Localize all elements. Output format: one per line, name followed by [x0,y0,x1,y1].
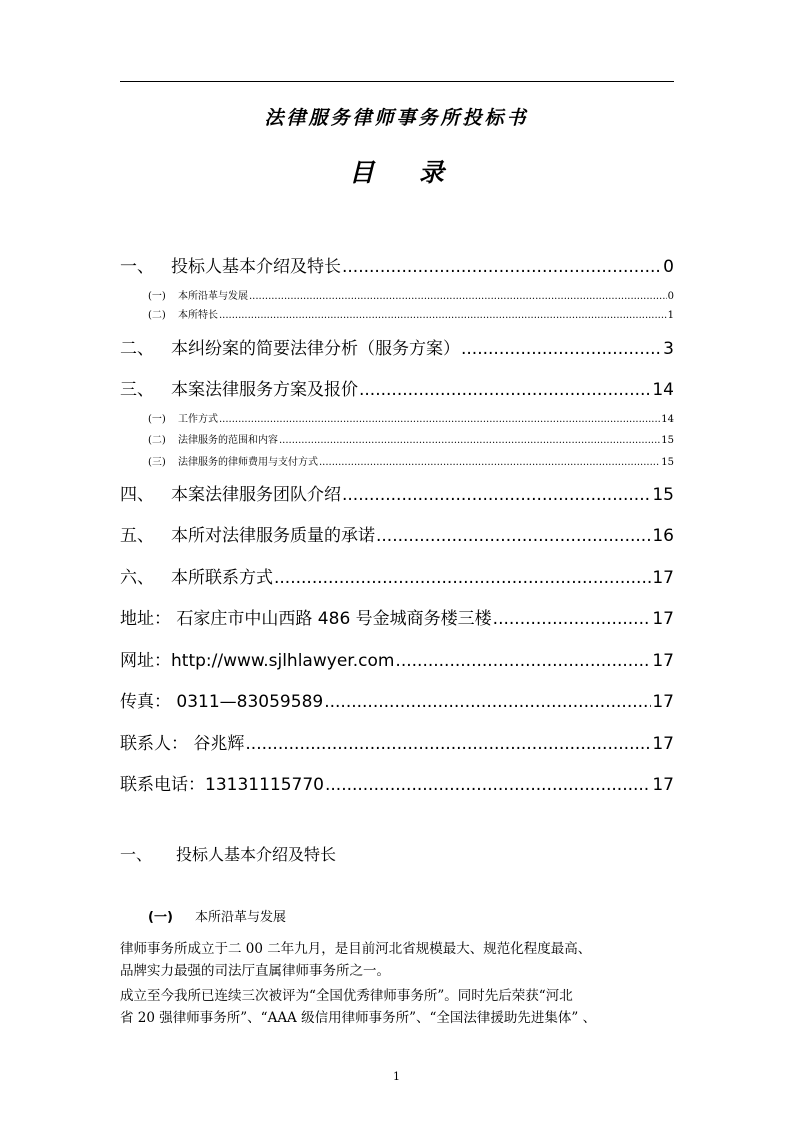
toc-leader-dots [219,414,660,425]
toc-entry-page: 15 [661,435,674,446]
toc-entry-number: (二) [148,310,166,321]
toc-contact-person[interactable] [120,729,674,753]
toc-contact-address[interactable] [120,604,674,628]
toc-entry-label: 本所沿革与发展 [178,291,248,302]
toc-entry-2[interactable] [120,334,674,358]
toc-entry-1-2[interactable] [148,306,674,320]
toc-leader-dots [376,526,651,546]
toc-entry-page: 1 [667,310,674,321]
toc-entry-label: 本案法律服务方案及报价 [171,380,358,400]
page-number: 1 [393,1070,400,1083]
toc-entry-5[interactable] [120,521,674,545]
toc-leader-dots [493,609,652,629]
contact-label: 传真： 0311—83059589 [120,692,324,712]
toc-entry-page: 16 [652,526,674,546]
toc-entry-3-3[interactable] [148,453,674,467]
section-heading [120,842,336,865]
toc-leader-dots [325,775,651,795]
toc-entry-page: 0 [667,291,674,302]
header-rule [120,81,674,82]
toc-contact-website[interactable] [120,646,674,670]
toc-entry-4[interactable] [120,480,674,504]
toc-entry-1-1[interactable] [148,287,674,301]
toc-leader-dots [274,568,651,588]
toc-contact-phone[interactable] [120,770,674,794]
subsection-title: 本所沿革与发展 [195,910,287,925]
toc-entry-page: 3 [663,339,674,359]
toc-leader-dots [324,692,651,712]
toc-entry-page: 17 [652,609,674,629]
toc-entry-6[interactable] [120,563,674,587]
toc-entry-label: 工作方式 [178,414,218,425]
toc-entry-number: 四、 [120,485,154,505]
paragraph-line: 省 20 强律师事务所”、“AAA 级信用律师事务所”、“全国法律援助先进集体” 、 [120,1010,597,1026]
paragraph-line: 律师事务所成立于二 00 二年九月，是目前河北省规模最大、规范化程度最高、 [120,941,592,957]
toc-leader-dots [395,651,651,671]
subsection-number: (一) [148,910,173,925]
toc-entry-number: (二) [148,435,166,446]
toc-leader-dots [342,485,651,505]
contact-label: 联系电话：13131115770 [120,775,324,795]
toc-entry-label: 投标人基本介绍及特长 [171,257,341,277]
toc-entry-page: 17 [652,568,674,588]
toc-entry-number: 六、 [120,568,154,588]
paragraph-line: 成立至今我所已连续三次被评为“全国优秀律师事务所”。同时先后荣获“河北 [120,988,573,1004]
document-title: 法律服务律师事务所投标书 [264,107,529,129]
subsection-heading [148,906,286,925]
contact-label: 地址： 石家庄市中山西路 486 号金城商务楼三楼 [120,609,492,629]
toc-entry-label: 本纠纷案的简要法律分析（服务方案） [171,339,460,359]
toc-entry-number: (三) [148,457,166,468]
section-number: 一、 [120,845,153,864]
toc-entry-page: 15 [652,485,674,505]
toc-contact-fax[interactable] [120,687,674,711]
toc-entry-page: 17 [652,651,674,671]
toc-leader-dots [249,291,667,302]
toc-entry-label: 本所联系方式 [171,568,273,588]
toc-entry-1[interactable] [120,252,674,276]
toc-entry-label: 本所特长 [178,310,218,321]
toc-leader-dots [461,339,662,359]
section-title: 投标人基本介绍及特长 [176,845,337,864]
toc-entry-number: 一、 [120,257,154,277]
toc-entry-label: 本所对法律服务质量的承诺 [171,526,375,546]
toc-leader-dots [342,257,662,277]
toc-entry-number: (一) [148,414,166,425]
toc-entry-label: 法律服务的范围和内容 [178,435,278,446]
toc-entry-number: (一) [148,291,166,302]
toc-leader-dots [279,435,660,446]
toc-entry-3-2[interactable] [148,431,674,445]
toc-leader-dots [319,457,660,468]
toc-entry-page: 17 [652,734,674,754]
toc-leader-dots [359,380,651,400]
toc-entry-page: 17 [652,775,674,795]
toc-entry-label: 法律服务的律师费用与支付方式 [178,457,318,468]
contact-label: 联系人： 谷兆辉 [120,734,245,754]
toc-entry-page: 14 [661,414,674,425]
toc-entry-page: 0 [663,257,674,277]
toc-entry-label: 本案法律服务团队介绍 [171,485,341,505]
toc-entry-3-1[interactable] [148,410,674,424]
toc-entry-3[interactable] [120,375,674,399]
toc-entry-page: 17 [652,692,674,712]
toc-leader-dots [219,310,667,321]
toc-entry-number: 五、 [120,526,154,546]
contact-label: 网址：http://www.sjlhlawyer.com [120,651,395,671]
toc-entry-number: 二、 [120,339,154,359]
toc-leader-dots [245,734,651,754]
toc-entry-page: 15 [661,457,674,468]
toc-entry-page: 14 [652,380,674,400]
paragraph-line: 品牌实力最强的司法厅直属律师事务所之一。 [120,963,390,979]
toc-heading: 目 录 [349,158,462,187]
toc-entry-number: 三、 [120,380,154,400]
